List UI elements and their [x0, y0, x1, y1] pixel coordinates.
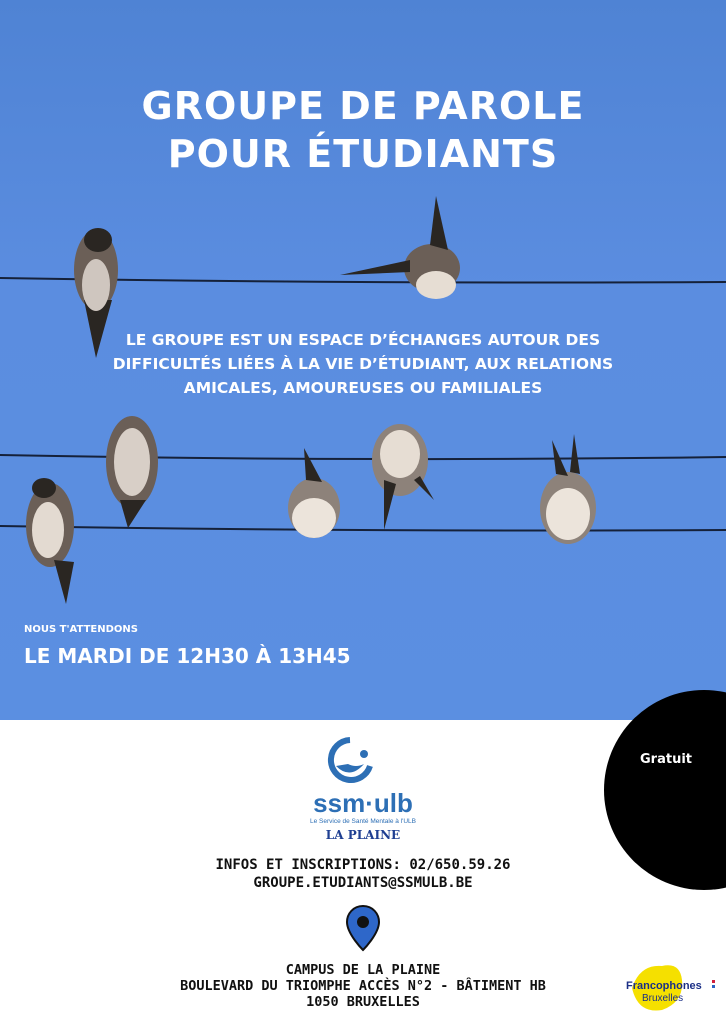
price-badge-label: Gratuit — [640, 752, 692, 767]
schedule-time: LE MARDI DE 12H30 À 13H45 — [24, 644, 351, 668]
invite-label: NOUS T'ATTENDONS — [24, 624, 138, 635]
organizer-logo-name: ssm·ulb — [313, 788, 413, 818]
address-line-3: 1050 BRUXELLES — [306, 994, 420, 1010]
poster-title — [0, 82, 726, 178]
address-line-1: CAMPUS DE LA PLAINE — [285, 962, 441, 978]
title-line-2: POUR ÉTUDIANTS — [167, 132, 559, 176]
description-line-1: LE GROUPE EST UN ESPACE D’ÉCHANGES AUTOUR DES — [125, 331, 601, 349]
partner-region: Bruxelles — [642, 993, 684, 1004]
organizer-site: LA PLAINE — [325, 828, 401, 842]
event-address — [0, 962, 726, 1010]
map-pin-icon — [345, 904, 381, 952]
organizer-tagline: Le Service de Santé Mentale à l'ULB — [309, 818, 417, 825]
partner-name: Francophones — [626, 980, 702, 992]
poster-description — [90, 328, 636, 400]
contact-email[interactable]: GROUPE.ETUDIANTS@SSMULB.BE — [253, 875, 473, 891]
address-line-2: BOULEVARD DU TRIOMPHE ACCÈS N°2 - BÂTIMENT HB — [180, 978, 546, 994]
description-line-3: AMICALES, AMOUREUSES OU FAMILIALES — [183, 379, 543, 397]
description-line-2: DIFFICULTÉS LIÉES À LA VIE D’ÉTUDIANT, AUX RELATIONS — [112, 355, 614, 373]
contact-info — [0, 856, 726, 892]
title-line-1: GROUPE DE PAROLE — [141, 84, 585, 128]
ssmulb-logo-icon — [320, 736, 380, 786]
contact-phone: INFOS ET INSCRIPTIONS: 02/650.59.26 — [215, 857, 511, 873]
